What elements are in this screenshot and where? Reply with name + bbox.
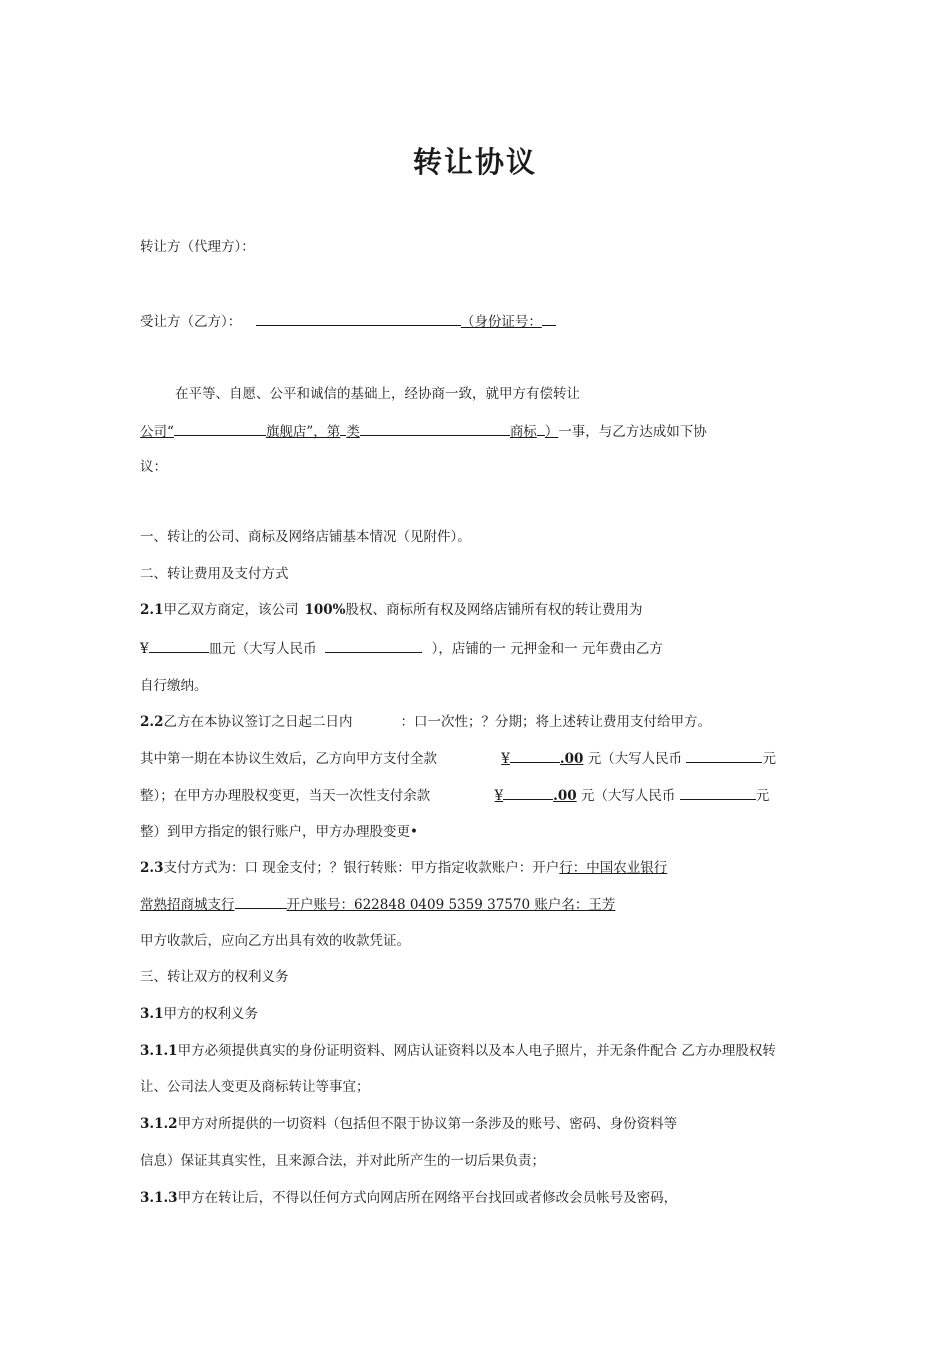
- bank-branch: 常熟招商城支行: [140, 897, 235, 913]
- clause-3-1-2-line-2: 信息）保证其真实性，且来源合法，并对此所产生的一切后果负责；: [140, 1153, 545, 1169]
- preamble-line-3: 议：: [140, 459, 167, 475]
- trademark-label: 商标: [509, 424, 537, 440]
- section-1: 一、转让的公司、商标及网络店铺基本情况（见附件）。: [140, 529, 471, 545]
- clause-number: 3.1.1: [140, 1043, 178, 1059]
- clause-number: 3.1: [140, 1006, 164, 1022]
- section-3-heading: 三、转让双方的权利义务: [140, 969, 289, 985]
- account-info: 开户账号：622848 0409 5359 37570 账户名：王芳: [286, 897, 616, 913]
- transferee-name-blank: [256, 312, 461, 326]
- balance-payment-blank: [503, 786, 553, 800]
- company-name-blank: [174, 422, 266, 436]
- clause-2-3-line-3: 甲方收款后，应向乙方出具有效的收款凭证。: [140, 933, 410, 949]
- clause-number: 2.1: [140, 602, 164, 618]
- close-paren: ）: [544, 424, 559, 440]
- clause-3-1-1-line-2: 让、公司法人变更及商标转让等事宜；: [140, 1079, 370, 1095]
- clause-2-1-line-3: 自行缴纳。: [140, 678, 208, 694]
- trademark-class-blank: [360, 422, 510, 436]
- bank-name: 行：中国农业银行: [559, 860, 668, 876]
- transferee-line: [140, 312, 556, 331]
- clause-2-3: 2.3支付方式为：口 现金支付；？银行转账：甲方指定收款账户：开户行：中国农业银行: [140, 860, 668, 876]
- clause-3-1: 3.1甲方的权利义务: [140, 1006, 258, 1022]
- clause-number: 3.1.3: [140, 1190, 178, 1206]
- clause-3-1-3: 3.1.3甲方在转让后，不得以任何方式向网店所在网络平台找回或者修改会员帐号及密码，: [140, 1190, 678, 1206]
- flagship-label: 旗舰店”，第: [265, 424, 341, 440]
- clause-number: 2.2: [140, 714, 164, 730]
- transferor-line: [140, 238, 255, 256]
- preamble-line-1: 在平等、自愿、公平和诚信的基础上，经协商一致，就甲方有偿转让: [175, 386, 580, 402]
- transferee-label: 受让方（乙方）：: [140, 314, 242, 330]
- class-label: 类: [346, 424, 360, 440]
- section-2-heading: 二、转让费用及支付方式: [140, 566, 289, 582]
- clause-2-1: 2.1甲乙双方商定，该公司 100%股权、商标所有权及网络店铺所有权的转让费用为: [140, 602, 643, 618]
- agreement-phrase: 一事，与乙方达成如下协: [558, 424, 707, 440]
- first-payment-blank: [510, 749, 560, 763]
- equity-percent: 100%: [304, 602, 346, 618]
- clause-2-2-row-3: 整）到甲方指定的银行账户，甲方办理股变更•: [140, 824, 418, 840]
- clause-2-3-line-2: [140, 895, 615, 914]
- clause-number: 2.3: [140, 860, 164, 876]
- company-prefix: 公司“: [140, 424, 174, 440]
- clause-2-1-line-2: ¥ 皿元（大写人民币 ），店铺的一 元押金和一 元年费由乙方: [140, 641, 663, 657]
- page-title: 转让协议: [412, 145, 537, 179]
- clause-3-1-2: 3.1.2甲方对所提供的一切资料（包括但不限于协议第一条涉及的账号、密码、身份资料等: [140, 1116, 678, 1132]
- preamble-line-2: [140, 422, 707, 441]
- fee-words-blank: [325, 639, 422, 653]
- clause-2-2-row-1: 其中第一期在本协议生效后，乙方向甲方支付全款 ¥ .00 元（大写人民币 元: [140, 751, 776, 767]
- clause-2-2: 2.2乙方在本协议签订之日起二日内 ：口一次性；？分期；将上述转让费用支付给甲方。: [140, 714, 711, 730]
- clause-number: 3.1.2: [140, 1116, 178, 1132]
- fee-amount-blank: [149, 639, 209, 653]
- id-number-label: （身份证号：: [460, 314, 542, 330]
- transferor-label: 转让方（代理方）：: [140, 239, 255, 255]
- clause-3-1-1: 3.1.1甲方必须提供真实的身份证明资料、网店认证资料以及本人电子照片，并无条件配合 乙方办理股权转: [140, 1043, 776, 1059]
- clause-2-2-row-2: 整）；在甲方办理股权变更，当天一次性支付余款 ¥ .00 元（大写人民币 元: [140, 788, 770, 804]
- first-payment-words-blank: [686, 749, 762, 763]
- balance-payment-words-blank: [680, 786, 756, 800]
- id-number-blank: [542, 312, 556, 326]
